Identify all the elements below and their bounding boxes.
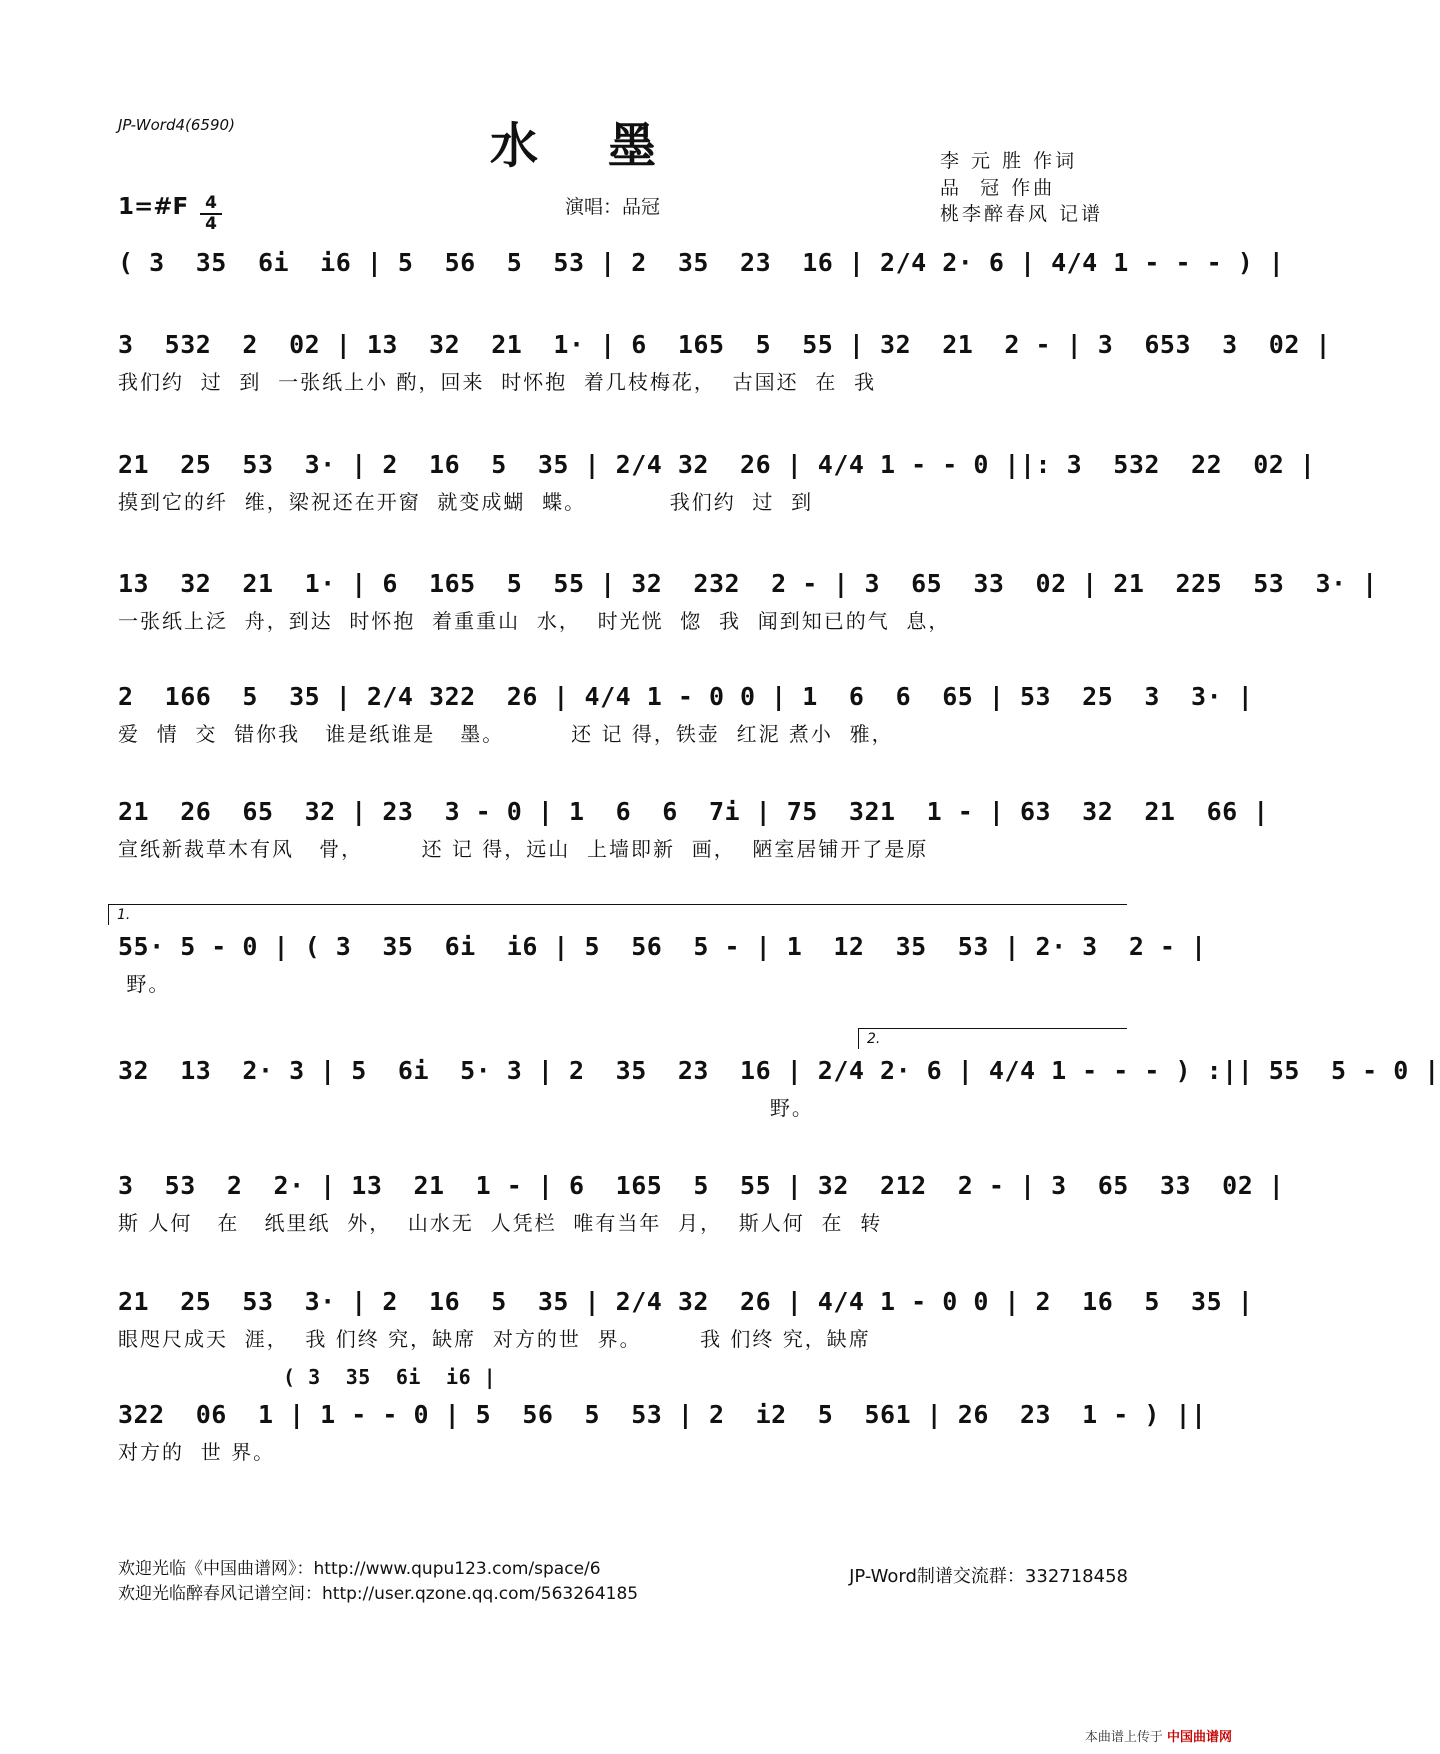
time-signature-top: 4 <box>205 193 217 213</box>
lyrics-line: 斯 人何 在 纸里纸 外， 山水无 人凭栏 唯有当年 月， 斯人何 在 转 <box>118 1211 883 1235</box>
lyrics-line: 摸到它的纤 维，梁祝还在开窗 就变成蝴 蝶。 我们约 过 到 <box>118 490 814 514</box>
software-source: JP-Word4(6590) <box>118 116 235 134</box>
group-number: JP-Word制谱交流群：332718458 <box>849 1566 1128 1587</box>
lyrics-line: 一张纸上泛 舟，到达 时怀抱 着重重山 水， 时光恍 惚 我 闻到知已的气 息， <box>118 609 951 633</box>
notation-line: 2 166 5 35 | 2/4 322 26 | 4/4 1 - 0 0 | 1 6 6 65 | 53 25 3 3· | <box>118 682 1254 711</box>
notation-line: 21 26 65 32 | 23 3 - 0 | 1 6 6 7i | 75 321 1 - | 63 32 21 66 | <box>118 797 1269 826</box>
time-signature <box>200 194 222 234</box>
footer-link-1: 欢迎光临《中国曲谱网》：http://www.qupu123.com/space/6 <box>118 1559 601 1579</box>
notation-line: 32 13 2· 3 | 5 6i 5· 3 | 2 35 23 16 | 2/4 2· 6 | 4/4 1 - - - ) :|| 55 5 - 0 | <box>118 1056 1440 1085</box>
lyrics-line: 宣纸新裁草木有风 骨， 还 记 得，远山 上墙即新 画， 陋室居铺开了是原 <box>118 837 929 861</box>
lyrics-line: 我们约 过 到 一张纸上小 酌，回来 时怀抱 着几枝梅花， 古国还 在 我 <box>118 370 877 394</box>
lyricist-credit: 李 元 胜 作词 <box>940 150 1078 172</box>
volta-bracket: 2. <box>858 1028 1127 1049</box>
volta-bracket: 1. <box>108 904 1127 925</box>
singer-credit: 演唱：品冠 <box>565 196 661 218</box>
site-logo: 中国曲谱网 <box>1166 1730 1232 1745</box>
notation-line: 21 25 53 3· | 2 16 5 35 | 2/4 32 26 | 4/4 1 - 0 0 | 2 16 5 35 | <box>118 1287 1254 1316</box>
lyrics-line: 爱 情 交 错你我 谁是纸谁是 墨。 还 记 得，铁壶 红泥 煮小 雅， <box>118 722 894 746</box>
lyrics-line: 野。 <box>118 972 171 996</box>
lyrics-line: 对方的 世 界。 <box>118 1440 276 1464</box>
intro-notes: ( 3 35 6i i6 | <box>283 1365 497 1389</box>
notation-line: 13 32 21 1· | 6 165 5 55 | 32 232 2 - | 3 65 33 02 | 21 225 53 3· | <box>118 569 1378 598</box>
notation-line: 322 06 1 | 1 - - 0 | 5 56 5 53 | 2 i2 5 561 | 26 23 1 - ) || <box>118 1400 1207 1429</box>
transcriber-credit: 桃李醉春风 记谱 <box>940 203 1104 225</box>
composer-credit: 品 冠 作曲 <box>940 177 1056 199</box>
notation-line: 55· 5 - 0 | ( 3 35 6i i6 | 5 56 5 - | 1 12 35 53 | 2· 3 2 - | <box>118 932 1207 961</box>
time-signature-bottom: 4 <box>200 213 222 234</box>
notation-line: ( 3 35 6i i6 | 5 56 5 53 | 2 35 23 16 | 2/4 2· 6 | 4/4 1 - - - ) | <box>118 248 1285 277</box>
notation-line: 21 25 53 3· | 2 16 5 35 | 2/4 32 26 | 4/4 1 - - 0 ||: 3 532 22 02 | <box>118 450 1316 479</box>
lyrics-line: 野。 <box>118 1096 814 1120</box>
key-signature: 1=#F <box>118 194 189 220</box>
notation-line: 3 532 2 02 | 13 32 21 1· | 6 165 5 55 | 32 21 2 - | 3 653 3 02 | <box>118 330 1331 359</box>
lyrics-line: 眼咫尺成天 涯， 我 们终 究，缺席 对方的世 界。 我 们终 究，缺席 <box>118 1327 871 1351</box>
song-title: 水墨 <box>490 118 727 174</box>
notation-line: 3 53 2 2· | 13 21 1 - | 6 165 5 55 | 32 212 2 - | 3 65 33 02 | <box>118 1171 1285 1200</box>
site-watermark: 本曲谱上传于 中国曲谱网 <box>1084 1730 1232 1745</box>
footer-link-2: 欢迎光临醉春风记谱空间：http://user.qzone.qq.com/563264185 <box>118 1584 639 1604</box>
